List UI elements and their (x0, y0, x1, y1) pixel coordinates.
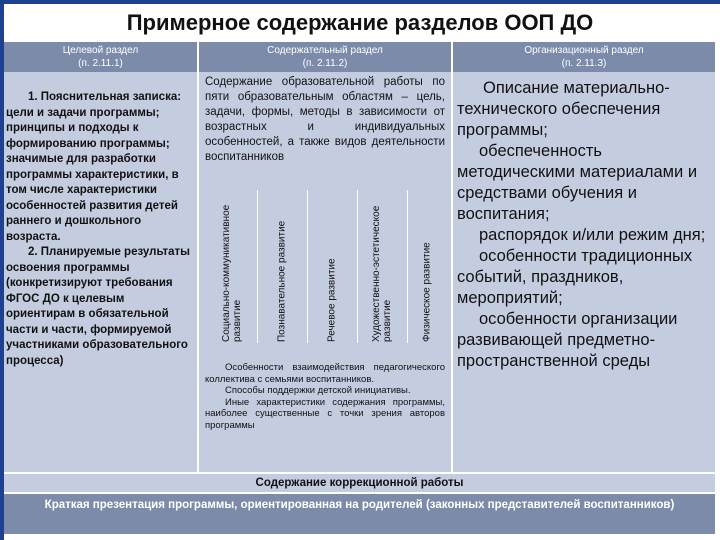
area-artistic-aesthetic (357, 190, 408, 343)
content-detail-3: Иные характеристики содержания программы, наиболее существенные с точки зрения авторов программы (205, 396, 445, 431)
target-header-title: Целевой раздел (62, 45, 139, 56)
org-item-3: распорядок и/или режим дня; (479, 226, 706, 244)
content-detail-2: Способы поддержки детской инициативы. (225, 385, 411, 396)
target-paragraph-1: 1. Пояснительная записка: цели и задачи программы; принципы и подходы к формированию программы; значимые для разработки программы характеристики, в том числе характеристики особенностей развития детей раннего и дошкольного возраста. (6, 91, 182, 243)
content-section-header (199, 42, 451, 72)
target-section-header (4, 42, 197, 72)
content-header-ref: (п. 2.11.2) (302, 58, 348, 69)
area-label: Познавательное развитие (276, 220, 288, 342)
area-physical (407, 190, 447, 343)
correction-work-row: Содержание коррекционной работы (4, 474, 715, 492)
area-social-communicative (207, 190, 258, 343)
area-speech (307, 190, 358, 343)
content-details (205, 362, 445, 431)
page-title: Примерное содержание разделов ООП ДО (126, 10, 594, 35)
content-header-title: Содержательный раздел (267, 45, 383, 56)
org-header-title: Организационный раздел (524, 45, 644, 56)
org-item-5: особенности организации развивающей предметно-пространственной среды (457, 310, 678, 370)
presentation-row: Краткая презентация программы, ориентированная на родителей (законных представителей воспитанников) (4, 494, 715, 534)
target-header-ref: (п. 2.11.1) (78, 58, 123, 69)
area-label: Художественно-эстетическое развитие (371, 205, 393, 342)
organizational-section-header (453, 42, 715, 72)
org-header-ref: (п. 2.11.3) (561, 58, 607, 69)
organizational-section-text (457, 78, 713, 372)
area-cognitive (257, 190, 308, 343)
content-detail-1: Особенности взаимодействия педагогического коллектива с семьями воспитанников. (205, 362, 445, 385)
target-section-text (6, 90, 194, 369)
org-item-2: обеспеченность методическими материалами и средствами обучения и воспитания; (457, 142, 698, 223)
area-label: Физическое развитие (421, 241, 433, 342)
area-label: Речевое развитие (326, 257, 338, 342)
target-paragraph-2: 2. Планируемые результаты освоения программы (конкретизируют требования ФГОС ДО к целевым ориентирам в обязательной части и части, формируемой участниками образовательного процесса) (6, 246, 190, 367)
content-summary: Содержание образовательной работы по пяти образовательным областям – цель, задачи, формы, методы в зависимости от возрастных и индивидуальных особенностей, а также видов деятельности воспитанников (205, 76, 445, 163)
org-item-1: Описание материально-технического обеспечения программы; (457, 79, 670, 139)
area-label: Социально-коммуникативное развитие (221, 204, 243, 342)
org-item-4: особенности традиционных событий, праздников, мероприятий; (457, 247, 693, 307)
top-accent-bar (0, 0, 720, 4)
